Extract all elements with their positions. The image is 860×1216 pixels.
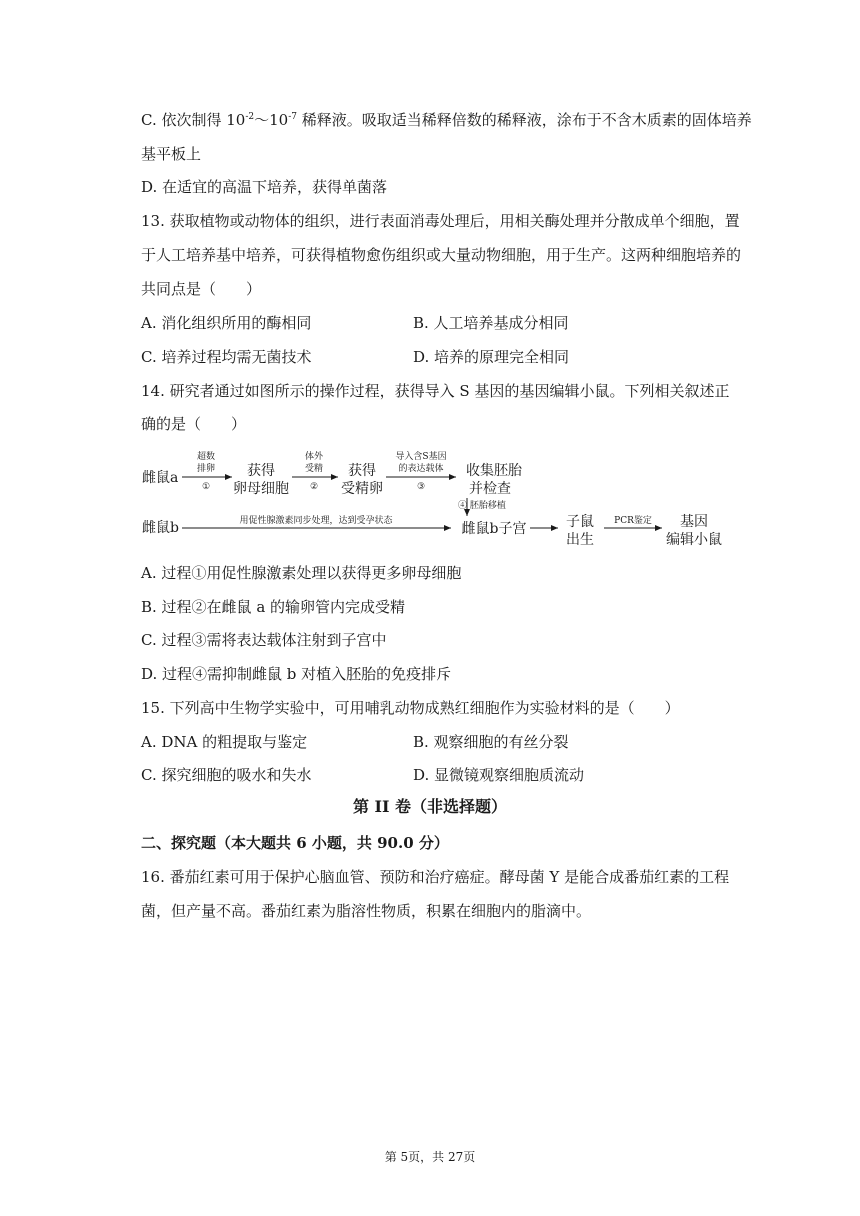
mouse-a-label: 雌鼠a (142, 470, 179, 486)
part-2-title: 二、探究题（本大题共 6 小题，共 90.0 分） (141, 834, 449, 852)
q14-option-b: B. 过程②在雌鼠 a 的输卵管内完成受精 (141, 598, 406, 616)
pcr-label: PCR鉴定 (614, 516, 652, 526)
zygote-line2: 受精卵 (341, 481, 383, 497)
step3-num: ③ (416, 482, 426, 492)
result-line2: 编辑小鼠 (666, 532, 722, 548)
q15-option-c: C. 探究细胞的吸水和失水 (141, 766, 312, 784)
q15-option-b: B. 观察细胞的有丝分裂 (413, 733, 569, 751)
q14-stem-line2: 确的是（ ） (141, 415, 247, 433)
step2-num: ② (309, 482, 319, 492)
result-line1: 基因 (680, 514, 708, 530)
gene-editing-flow-diagram (138, 446, 738, 550)
oocyte-line2: 卵母细胞 (233, 481, 289, 497)
q13-option-d: D. 培养的原理完全相同 (413, 348, 570, 366)
step3-bottom: 的表达载体 (398, 464, 444, 474)
q14-option-a: A. 过程①用促性腺激素处理以获得更多卵母细胞 (141, 564, 462, 582)
q13-stem-line2: 于人工培养基中培养，可获得植物愈伤组织或大量动物细胞，用于生产。这两种细胞培养的 (141, 246, 742, 264)
embryo-line1: 收集胚胎 (466, 463, 522, 479)
mouse-b-label: 雌鼠b (142, 520, 179, 536)
q12-option-d: D. 在适宜的高温下培养，获得单菌落 (141, 178, 388, 196)
zygote-line1: 获得 (348, 463, 376, 479)
q15-option-d: D. 显微镜观察细胞质流动 (413, 766, 585, 784)
step3-top: 导入含S基因 (395, 452, 447, 462)
step1-bottom: 排卵 (196, 464, 216, 474)
q13-stem-line3: 共同点是（ ） (141, 280, 262, 298)
q16-stem-line2: 菌，但产量不高。番茄红素为脂溶性物质，积累在细胞内的脂滴中。 (141, 902, 592, 920)
embryo-line2: 并检查 (469, 481, 511, 497)
q14-option-c: C. 过程③需将表达载体注射到子宫中 (141, 631, 387, 649)
q13-option-a: A. 消化组织所用的酶相同 (141, 314, 312, 332)
q15-option-a: A. DNA 的粗提取与鉴定 (141, 733, 308, 751)
step2-top: 体外 (304, 452, 324, 462)
q14-option-d: D. 过程④需抑制雌鼠 b 对植入胚胎的免疫排斥 (141, 665, 452, 683)
q16-stem-line1: 16. 番茄红素可用于保护心脑血管、预防和治疗癌症。酵母菌 Y 是能合成番茄红素的工程 (141, 868, 730, 886)
q13-option-c: C. 培养过程均需无菌技术 (141, 348, 312, 366)
step4-label: ④ 胚胎移植 (458, 501, 506, 511)
q13-stem-line1: 13. 获取植物或动物体的组织，进行表面消毒处理后，用相关酶处理并分散成单个细胞，置 (141, 212, 740, 230)
pup-line1: 子鼠 (566, 514, 594, 530)
q13-option-b: B. 人工培养基成分相同 (413, 314, 569, 332)
q12-option-c: C. 依次制得 $10^{-2}\sim 10^{-7}$ 稀释液。吸取适当稀释倍数的稀释液，涂布于不含木质素的固体培养 (141, 111, 752, 129)
uterus-label: 雌鼠b子宫 (461, 521, 527, 537)
step1-top: 超数 (196, 452, 216, 462)
q15-stem: 15. 下列高中生物学实验中，可用哺乳动物成熟红细胞作为实验材料的是（ ） (141, 699, 680, 717)
oocyte-line1: 获得 (247, 463, 275, 479)
section-2-title: 第 II 卷（非选择题） (352, 797, 508, 816)
step2-bottom: 受精 (304, 464, 324, 474)
q14-stem-line1: 14. 研究者通过如图所示的操作过程，获得导入 S 基因的基因编辑小鼠。下列相关叙述正 (141, 382, 730, 400)
pup-line2: 出生 (566, 532, 594, 548)
step1-num: ① (201, 482, 211, 492)
page-footer: 第 5页，共 27页 (384, 1150, 476, 1164)
sync-label: 用促性腺激素同步处理，达到受孕状态 (239, 516, 393, 526)
q12-option-c-line2: 基平板上 (141, 145, 202, 163)
